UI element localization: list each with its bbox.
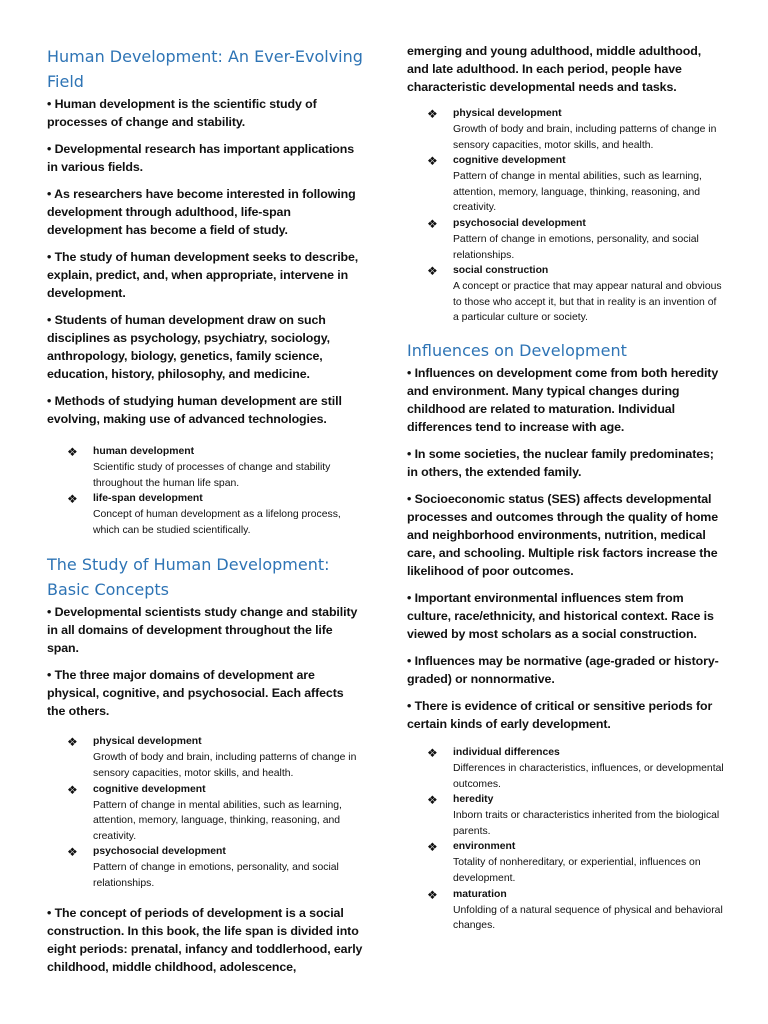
term-name: life-span development [93, 493, 203, 505]
term-name: heredity [453, 794, 494, 806]
left-column [47, 0, 365, 985]
glossary-list [407, 745, 725, 934]
term-definition: Pattern of change in emotions, personality, and social relationships. [93, 862, 339, 889]
term-definition: Unfolding of a natural sequence of physical and behavioral changes. [453, 904, 723, 932]
diamond-bullet-icon: ❖ [427, 887, 438, 902]
glossary-term [407, 792, 725, 839]
glossary-term [47, 782, 365, 845]
bullet-paragraph: • Human development is the scientific study of processes of change and stability. [47, 97, 317, 129]
bullet-paragraph: • Important environmental influences stem from culture, race/ethnicity, and historical context. Race is viewed by most scholars as a social construction. [407, 590, 714, 641]
glossary-term [47, 444, 365, 491]
bullet-paragraph: • The concept of periods of development is a social construction. In this book, the life span is divided into eight periods: prenatal, infancy and toddlerhood, early childhood, middle childhood, adolescence, [47, 905, 363, 974]
diamond-bullet-icon: ❖ [67, 445, 78, 459]
term-definition: A concept or practice that may appear natural and obvious to those who accept it, but that in reality is an invention of a particular culture or society. [453, 281, 722, 324]
bullet-paragraph: • There is evidence of critical or sensitive periods for certain kinds of early development. [407, 698, 713, 731]
glossary-term [47, 844, 365, 891]
section-heading: Influences on Development [407, 340, 627, 360]
glossary-list [47, 444, 365, 538]
term-name: physical development [453, 108, 562, 119]
term-definition: Inborn traits or characteristics inherited from the biological parents. [453, 810, 720, 837]
diamond-bullet-icon: ❖ [427, 216, 438, 231]
term-name: cognitive development [453, 155, 566, 167]
diamond-bullet-icon: ❖ [427, 154, 438, 169]
term-definition: Pattern of change in emotions, personality, and social relationships. [453, 233, 699, 261]
term-name: cognitive development [93, 783, 206, 795]
bullet-paragraph: • Influences may be normative (age-graded or history-graded) or nonnormative. [407, 653, 719, 686]
bullet-paragraph: • The three major domains of development are physical, cognitive, and psychosocial. Each affects the others. [47, 668, 344, 719]
diamond-bullet-icon: ❖ [67, 782, 78, 797]
glossary-term [407, 839, 725, 886]
bullet-paragraph: • In some societies, the nuclear family predominates; in others, the extended family. [407, 446, 714, 479]
glossary-term [407, 153, 725, 216]
term-definition: Pattern of change in mental abilities, such as learning, attention, memory, language, thinking, reasoning, and creativity. [453, 171, 702, 214]
term-name: psychosocial development [93, 846, 226, 858]
diamond-bullet-icon: ❖ [67, 845, 78, 860]
term-definition: Concept of human development as a lifelong process, which can be studied scientifically. [93, 509, 341, 536]
continued-paragraph: emerging and young adulthood, middle adulthood, and late adulthood. In each period, people have characteristic developmental needs and tasks. [407, 44, 702, 94]
glossary-term [407, 263, 725, 326]
section-heading: The Study of Human Development: Basic Concepts [47, 555, 330, 600]
glossary-term [407, 745, 725, 792]
term-definition: Growth of body and brain, including patterns of change in sensory capacities, motor skills, and health. [453, 124, 717, 151]
diamond-bullet-icon: ❖ [67, 735, 78, 750]
term-name: psychosocial development [453, 217, 586, 229]
bullet-paragraph: • Influences on development come from both heredity and environment. Many typical changes during childhood are related to maturation. Individual differences tend to increase with age. [407, 365, 719, 434]
term-name: environment [453, 841, 516, 853]
term-name: human development [93, 446, 195, 457]
bullet-paragraph: • Developmental scientists study change and stability in all domains of development throughout the life span. [47, 605, 358, 656]
term-name: social construction [453, 265, 549, 277]
bullet-paragraph: • As researchers have become interested in following development through adulthood, life-span development has become a field of study. [47, 187, 356, 237]
term-definition: Scientific study of processes of change and stability throughout the human life span. [93, 462, 331, 489]
term-definition: Pattern of change in mental abilities, such as learning, attention, memory, language, thinking, reasoning, and creativity. [93, 799, 342, 842]
term-name: maturation [453, 888, 507, 900]
glossary-term [407, 106, 725, 153]
term-name: individual differences [453, 746, 560, 758]
term-definition: Totality of nonhereditary, or experiential, influences on development. [453, 857, 701, 884]
bullet-paragraph: • Developmental research has important applications in various fields. [47, 142, 355, 174]
diamond-bullet-icon: ❖ [67, 492, 78, 507]
diamond-bullet-icon: ❖ [427, 840, 438, 855]
glossary-term [47, 734, 365, 781]
term-definition: Growth of body and brain, including patterns of change in sensory capacities, motor skills, and health. [93, 752, 357, 779]
bullet-paragraph: • The study of human development seeks to describe, explain, predict, and, when appropriate, intervene in development. [47, 250, 359, 300]
glossary-list [47, 734, 365, 891]
bullet-paragraph: • Students of human development draw on such disciplines as psychology, psychiatry, sociology, anthropology, biology, genetics, family science, education, history, philosophy, and medicine. [47, 313, 330, 381]
right-column [407, 0, 725, 942]
glossary-term [47, 491, 365, 538]
bullet-paragraph: • Socioeconomic status (SES) affects developmental processes and outcomes through the quality of home and neighborhood environments, nutrition, medical care, and schooling. Multiple risk factors increase the likelihood of poor outcomes. [407, 491, 719, 578]
term-name: physical development [93, 736, 202, 748]
diamond-bullet-icon: ❖ [427, 264, 438, 279]
glossary-list [407, 106, 725, 326]
diamond-bullet-icon: ❖ [427, 107, 438, 121]
glossary-term [407, 216, 725, 263]
glossary-term [407, 887, 725, 934]
term-definition: Differences in characteristics, influences, or developmental outcomes. [453, 762, 724, 790]
section-heading: Human Development: An Ever-Evolving Field [47, 47, 363, 91]
diamond-bullet-icon: ❖ [427, 745, 438, 760]
bullet-paragraph: • Methods of studying human development are still evolving, making use of advanced technologies. [47, 394, 342, 426]
diamond-bullet-icon: ❖ [427, 793, 438, 808]
